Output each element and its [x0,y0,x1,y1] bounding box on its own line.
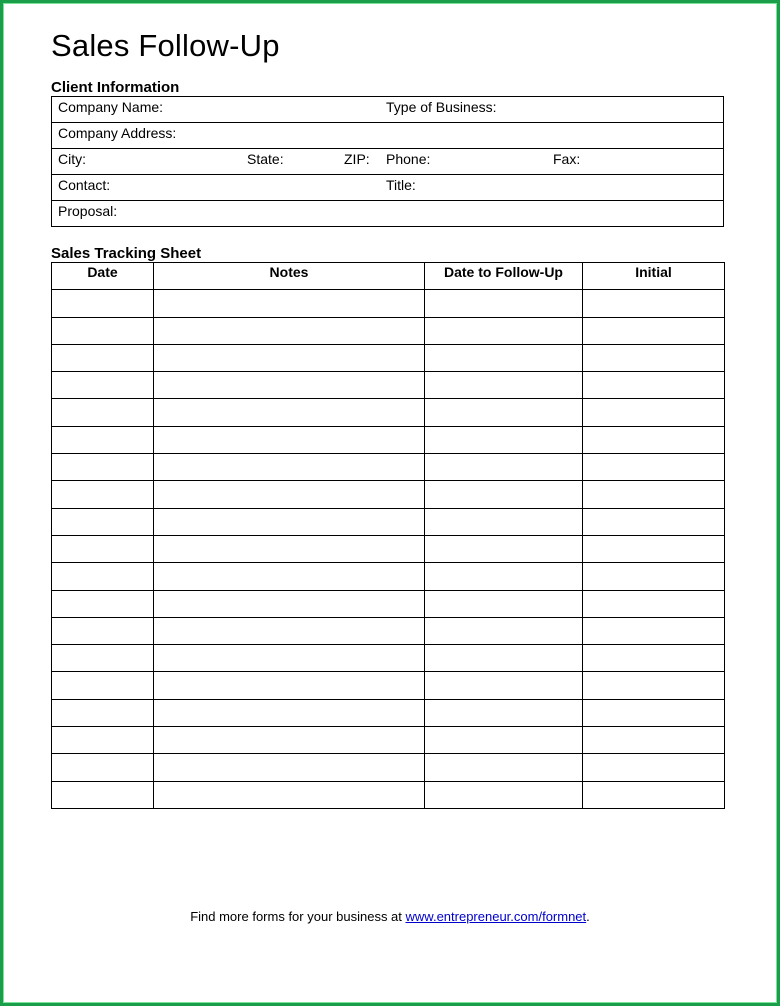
notes-cell[interactable] [154,781,425,808]
page-title: Sales Follow-Up [51,28,280,63]
follow-up-date-cell[interactable] [425,481,583,508]
date-cell[interactable] [52,344,154,371]
client-row-company [52,97,723,123]
date-cell[interactable] [52,535,154,562]
follow-up-date-cell[interactable] [425,454,583,481]
date-cell[interactable] [52,454,154,481]
date-cell[interactable] [52,372,154,399]
column-header-notes: Notes [154,263,425,290]
initial-cell[interactable] [583,563,725,590]
follow-up-date-cell[interactable] [425,672,583,699]
state-field[interactable]: State: [247,151,284,167]
follow-up-date-cell[interactable] [425,617,583,644]
table-row [52,727,725,754]
client-row-contact [52,175,723,201]
date-cell[interactable] [52,617,154,644]
table-row [52,590,725,617]
table-row [52,781,725,808]
notes-cell[interactable] [154,317,425,344]
zip-field[interactable]: ZIP: [344,151,370,167]
footer-period: . [586,909,590,924]
initial-cell[interactable] [583,727,725,754]
column-header-follow-up-date: Date to Follow-Up [425,263,583,290]
follow-up-date-cell[interactable] [425,754,583,781]
client-information-heading: Client Information [51,79,180,96]
fax-field[interactable]: Fax: [553,151,581,167]
date-cell[interactable] [52,699,154,726]
notes-cell[interactable] [154,454,425,481]
initial-cell[interactable] [583,672,725,699]
initial-cell[interactable] [583,535,725,562]
notes-cell[interactable] [154,672,425,699]
initial-cell[interactable] [583,317,725,344]
notes-cell[interactable] [154,590,425,617]
follow-up-date-cell[interactable] [425,563,583,590]
client-information-box [51,96,724,227]
table-row [52,454,725,481]
notes-cell[interactable] [154,535,425,562]
follow-up-date-cell[interactable] [425,290,583,317]
table-row [52,699,725,726]
table-row [52,563,725,590]
phone-field[interactable]: Phone: [386,151,431,167]
notes-cell[interactable] [154,699,425,726]
notes-cell[interactable] [154,563,425,590]
client-row-proposal [52,201,723,228]
footer-text: Find more forms for your business at [190,909,406,924]
proposal-field[interactable]: Proposal: [58,203,118,219]
table-header-row [52,263,725,290]
follow-up-date-cell[interactable] [425,699,583,726]
notes-cell[interactable] [154,645,425,672]
title-field[interactable]: Title: [386,177,416,193]
notes-cell[interactable] [154,508,425,535]
table-row [52,317,725,344]
sales-tracking-table [51,262,725,809]
follow-up-date-cell[interactable] [425,399,583,426]
follow-up-date-cell[interactable] [425,781,583,808]
table-row [52,344,725,371]
initial-cell[interactable] [583,754,725,781]
date-cell[interactable] [52,781,154,808]
city-field[interactable]: City: [58,151,86,167]
follow-up-date-cell[interactable] [425,426,583,453]
date-cell[interactable] [52,290,154,317]
table-row [52,481,725,508]
date-cell[interactable] [52,590,154,617]
date-cell[interactable] [52,754,154,781]
follow-up-date-cell[interactable] [425,508,583,535]
date-cell[interactable] [52,426,154,453]
date-cell[interactable] [52,399,154,426]
initial-cell[interactable] [583,781,725,808]
table-row [52,508,725,535]
date-cell[interactable] [52,481,154,508]
initial-cell[interactable] [583,290,725,317]
follow-up-date-cell[interactable] [425,645,583,672]
follow-up-date-cell[interactable] [425,590,583,617]
table-row [52,672,725,699]
date-cell[interactable] [52,317,154,344]
column-header-date: Date [52,263,154,290]
table-row [52,399,725,426]
company-address-field[interactable]: Company Address: [58,125,177,141]
column-header-initial: Initial [583,263,725,290]
table-row [52,617,725,644]
client-row-address [52,123,723,149]
table-row [52,290,725,317]
follow-up-date-cell[interactable] [425,344,583,371]
tracking-rows [52,290,725,809]
table-row [52,372,725,399]
notes-cell[interactable] [154,727,425,754]
footer-link[interactable]: www.entrepreneur.com/formnet [405,909,587,924]
contact-field[interactable]: Contact: [58,177,111,193]
table-row [52,426,725,453]
initial-cell[interactable] [583,481,725,508]
date-cell[interactable] [52,672,154,699]
sales-tracking-heading: Sales Tracking Sheet [51,245,202,262]
date-cell[interactable] [52,563,154,590]
notes-cell[interactable] [154,617,425,644]
notes-cell[interactable] [154,481,425,508]
initial-cell[interactable] [583,699,725,726]
date-cell[interactable] [52,645,154,672]
footer [0,909,780,924]
initial-cell[interactable] [583,344,725,371]
notes-cell[interactable] [154,426,425,453]
type-of-business-field[interactable]: Type of Business: [386,99,497,115]
table-row [52,645,725,672]
initial-cell[interactable] [583,645,725,672]
follow-up-date-cell[interactable] [425,535,583,562]
initial-cell[interactable] [583,617,725,644]
notes-cell[interactable] [154,399,425,426]
table-row [52,754,725,781]
notes-cell[interactable] [154,290,425,317]
initial-cell[interactable] [583,454,725,481]
initial-cell[interactable] [583,372,725,399]
initial-cell[interactable] [583,426,725,453]
client-row-city [52,149,723,175]
date-cell[interactable] [52,727,154,754]
company-name-field[interactable]: Company Name: [58,99,164,115]
follow-up-date-cell[interactable] [425,317,583,344]
notes-cell[interactable] [154,344,425,371]
notes-cell[interactable] [154,754,425,781]
table-row [52,535,725,562]
follow-up-date-cell[interactable] [425,372,583,399]
notes-cell[interactable] [154,372,425,399]
follow-up-date-cell[interactable] [425,727,583,754]
date-cell[interactable] [52,508,154,535]
initial-cell[interactable] [583,590,725,617]
initial-cell[interactable] [583,508,725,535]
initial-cell[interactable] [583,399,725,426]
